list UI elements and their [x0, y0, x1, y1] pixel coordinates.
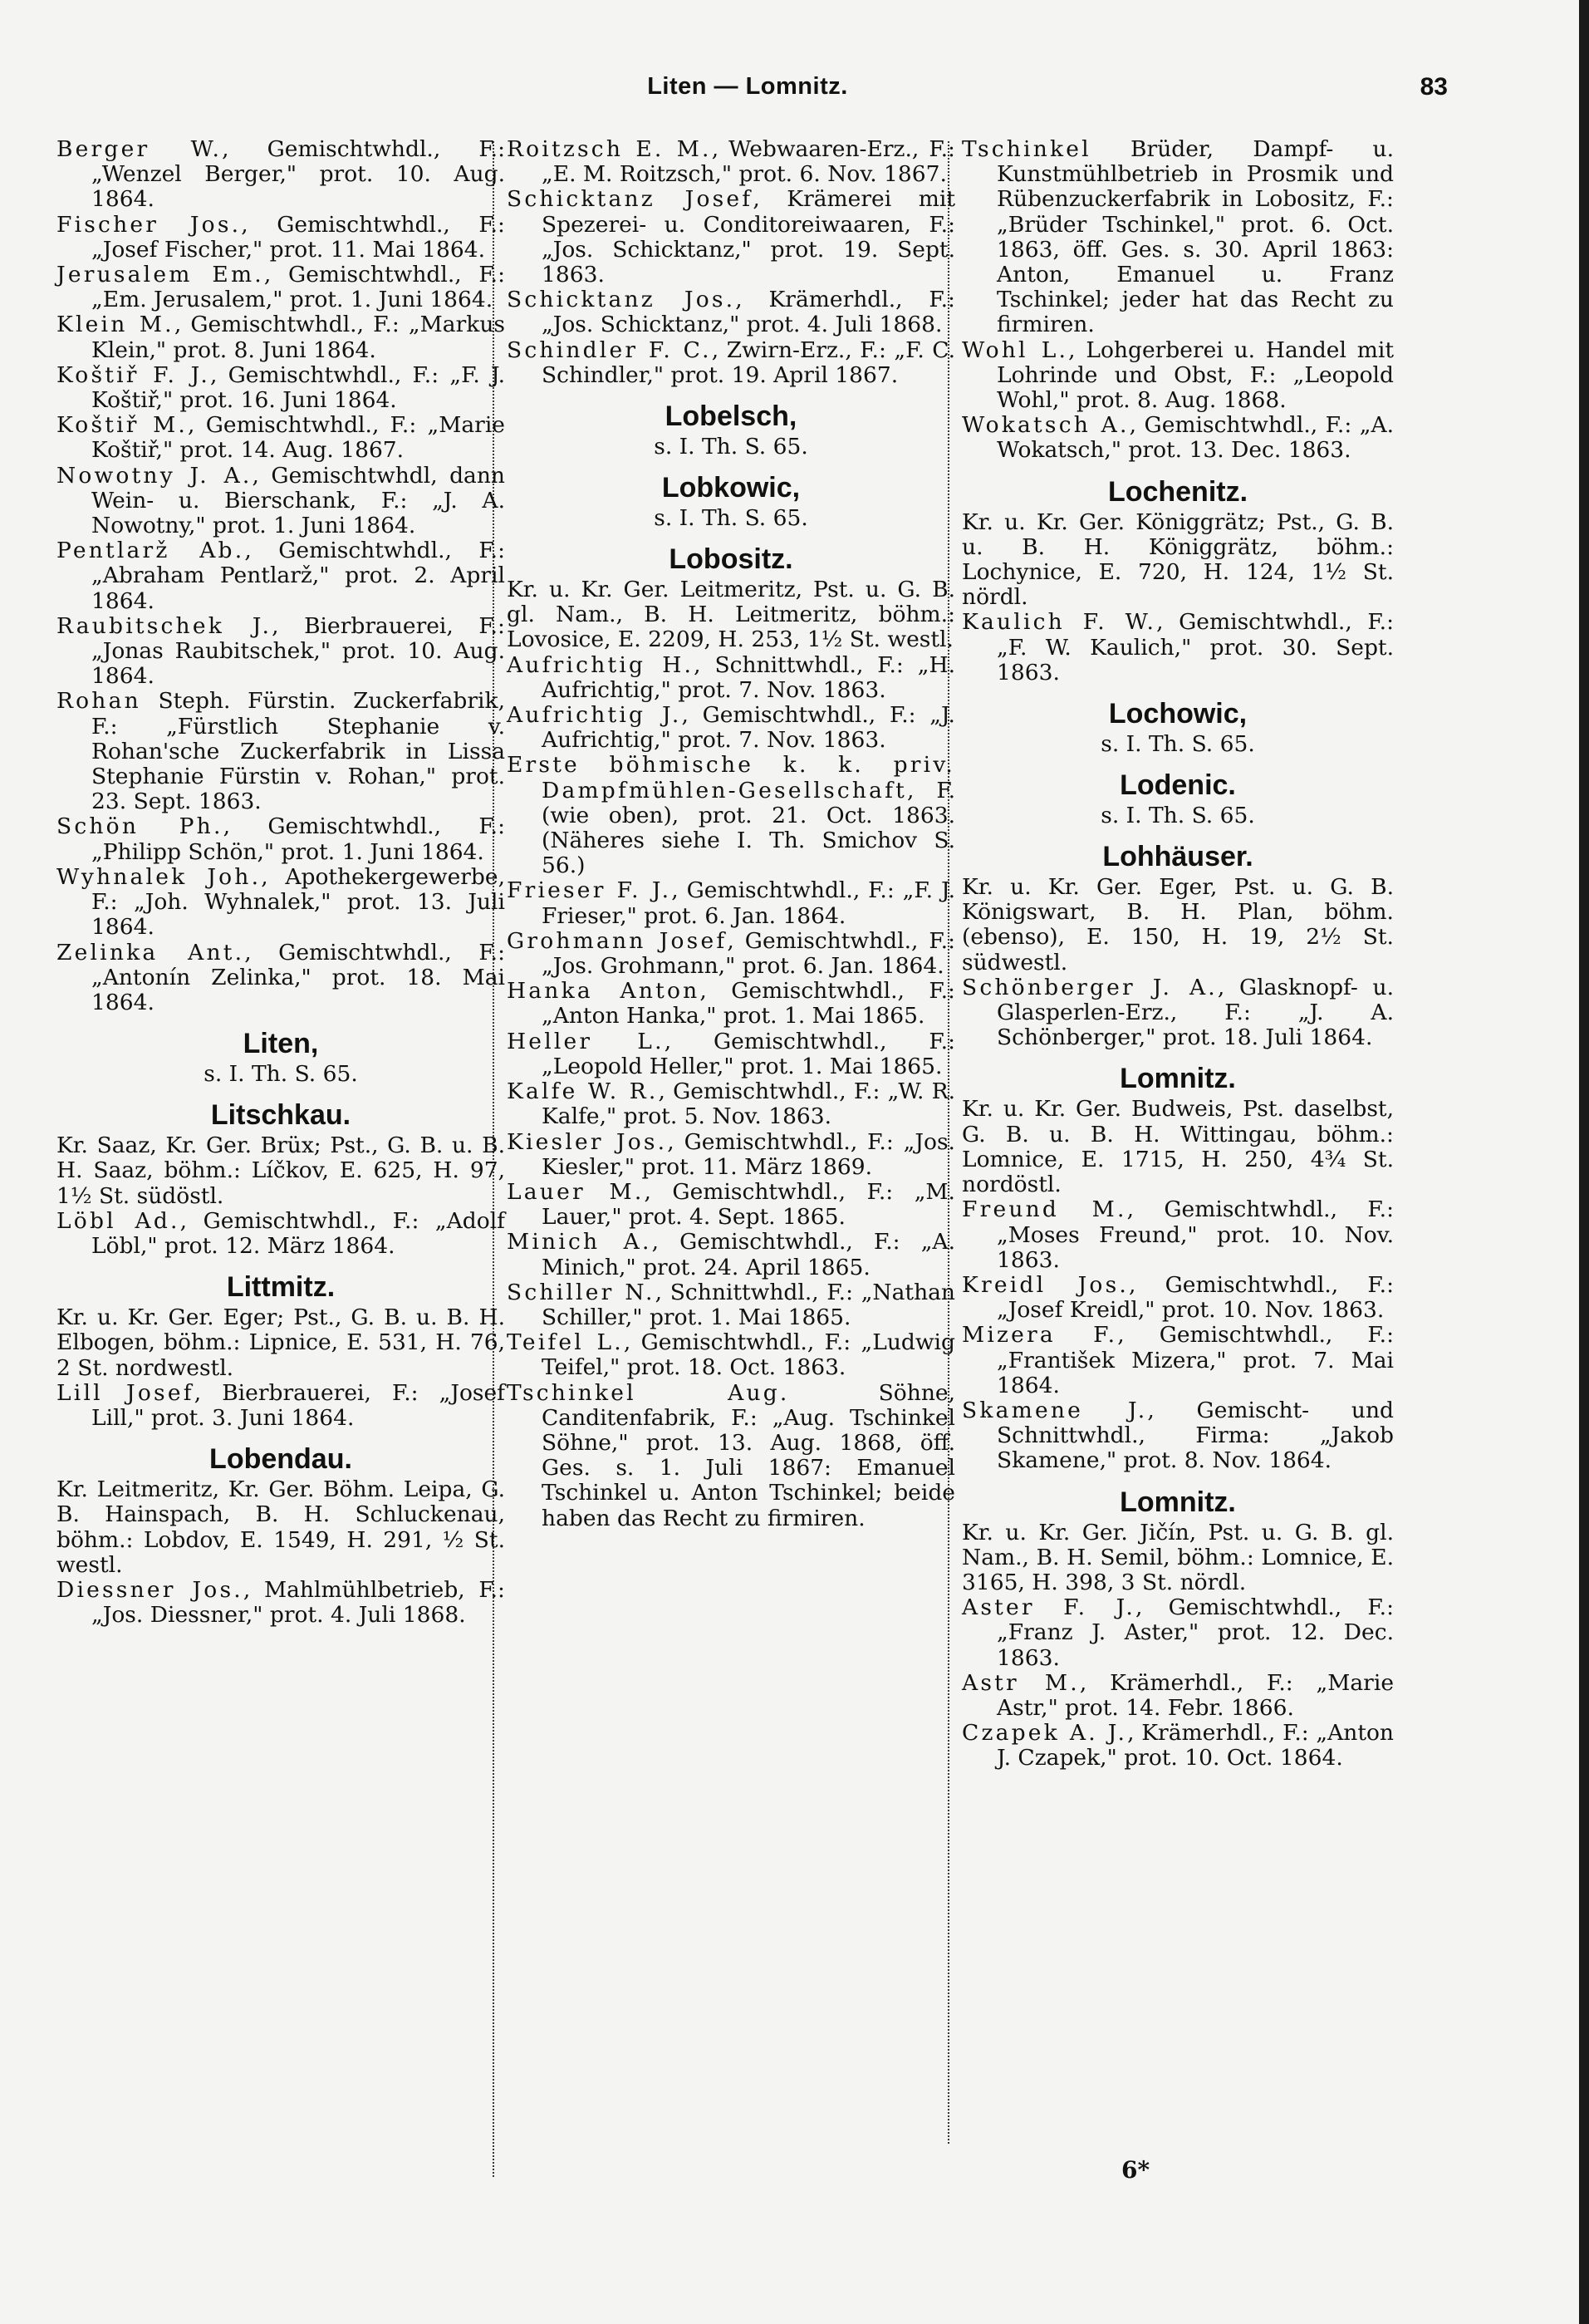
- entry-name: Lauer M.: [507, 1178, 645, 1205]
- cross-reference: s. I. Th. S. 65.: [654, 505, 808, 532]
- entry-details: , Gemischtwhdl., F.: „Adolf Löbl," prot. 12. März 1864.: [91, 1207, 505, 1259]
- directory-entry: [56, 538, 505, 614]
- entry-name: Pentlarž Ab.: [56, 538, 245, 564]
- entry-details: , Gemischtwhdl., F.: „Wenzel Berger," prot. 10. Aug. 1864.: [91, 136, 506, 213]
- entry-name: Koštiř M.: [56, 412, 189, 439]
- directory-entry: [962, 1398, 1394, 1474]
- directory-entry: [962, 975, 1394, 1051]
- directory-entry: [507, 1280, 955, 1330]
- entry-details: , Gemischtwhdl., F.: „Marie Koštiř," prot. 14. Aug. 1867.: [91, 412, 505, 464]
- entry-details: , Bierbrauerei, F.: „Jonas Raubitschek," prot. 10. Aug. 1864.: [91, 612, 505, 690]
- place-heading: Lochenitz.: [1107, 475, 1248, 508]
- entry-name: Schicktanz Josef: [507, 186, 753, 213]
- directory-entry: [507, 753, 955, 878]
- entry-name: Wohl L.: [962, 337, 1069, 363]
- entry-details: , Gemischtwhdl., F.: „Philipp Schön," prot. 1. Juni 1864.: [91, 813, 505, 865]
- entry-details: , Gemischtwhdl., F.: „Jos. Kiesler," prot. 11. März 1869.: [542, 1128, 955, 1180]
- directory-entry: [507, 878, 955, 928]
- entry-details: , F. (wie oben), prot. 21. Oct. 1863. (Näheres siehe I. Th. Smichov S. 56.): [542, 777, 955, 879]
- place-heading: Lobelsch,: [665, 400, 797, 433]
- entry-details: , Gemischtwhdl, dann Wein- u. Bierschank, F.: „J. A. Nowotny," prot. 1. Juni 1864.: [91, 462, 505, 539]
- cross-reference: s. I. Th. S. 65.: [1101, 731, 1255, 758]
- entry-name: Rohan: [56, 688, 141, 715]
- entry-details: , Gemischtwhdl., F.: „F. J. Frieser," prot. 6. Jan. 1864.: [542, 877, 955, 929]
- directory-entry: [962, 1273, 1394, 1323]
- entry-details: , Gemischtwhdl., F.: „J. Aufrichtig," prot. 7. Nov. 1863.: [542, 702, 955, 754]
- scan-edge: [1579, 0, 1589, 2324]
- page-header: [0, 73, 1589, 115]
- entry-name: Löbl Ad.: [56, 1207, 180, 1234]
- entry-name: Grohmann Josef: [507, 927, 728, 954]
- entry-details: , Krämerhdl., F.: „Marie Astr," prot. 14. Febr. 1866.: [997, 1669, 1395, 1721]
- directory-entry: [507, 338, 955, 388]
- directory-entry: [962, 610, 1394, 685]
- place-info: Kr. u. Kr. Ger. Budweis, Pst. daselbst, G. B. u. B. H. Wittingau, böhm.: Lomnice, E. 1715, H. 250, 4¾ St. nordöstl.: [962, 1096, 1394, 1198]
- directory-entry: [56, 614, 505, 690]
- entry-details: , Krämerei mit Spezerei- u. Conditoreiwaaren, F.: „Jos. Schicktanz," prot. 19. Sept. 1863.: [542, 186, 955, 288]
- cross-reference: s. I. Th. S. 65.: [654, 434, 808, 460]
- entry-details: , Gemischtwhdl., F.: „Josef Fischer," prot. 11. Mai 1864.: [91, 211, 505, 263]
- entry-name: Frieser F. J.: [507, 877, 672, 904]
- entry-details: Brüder, Dampf- u. Kunstmühlbetrieb in Prosmik und Rübenzuckerfabrik in Lobositz, F.: „Brüder Tschinkel," prot. 6. Oct. 1863, öff. Ges. s. 30. April 1863: Anton, Emanuel u. Franz Tschinkel; jeder hat das Recht zu firmiren.: [997, 136, 1394, 338]
- entry-name: Hanka Anton: [507, 978, 700, 1005]
- place-heading: Littmitz.: [226, 1271, 336, 1304]
- directory-entry: [56, 413, 505, 463]
- entry-details: , Gemischtwhdl., F.: „F. W. Kaulich," prot. 30. Sept. 1863.: [997, 609, 1394, 685]
- entry-name: Erste böhmische k. k. priv. Dampfmühlen-Gesellschaft: [507, 752, 955, 803]
- entry-details: , Gemischt- und Schnittwhdl., Firma: „Jakob Skamene," prot. 8. Nov. 1864.: [997, 1397, 1394, 1474]
- place-info: Kr. u. Kr. Ger. Königgrätz; Pst., G. B. u. B. H. Königgrätz, böhm.: Lochynice, E. 720, H. 124, 1½ St. nördl.: [962, 509, 1394, 611]
- entry-name: Aster F. J.: [962, 1594, 1135, 1621]
- directory-entry: [56, 865, 505, 941]
- entry-name: Raubitschek J.: [56, 612, 272, 639]
- entry-details: , Gemischtwhdl., F.: „Moses Freund," prot. 10. Nov. 1863.: [997, 1196, 1395, 1273]
- directory-entry: [962, 137, 1394, 338]
- directory-entry: [507, 1230, 955, 1280]
- place-info: Kr. u. Kr. Ger. Eger, Pst. u. G. B. Königswart, B. H. Plan, böhm. (ebenso), E. 150, H. 19, 2½ St. südwestl.: [962, 874, 1394, 975]
- entry-name: Wyhnalek Joh.: [56, 863, 262, 890]
- directory-entry: [56, 689, 505, 814]
- place-info: Kr. Saaz, Kr. Ger. Brüx; Pst., G. B. u. B. H. Saaz, böhm.: Líčkov, E. 625, H. 97, 1½ St. südöstl.: [56, 1133, 505, 1209]
- entry-name: Jerusalem Em.: [56, 262, 264, 288]
- place-info: Kr. u. Kr. Ger. Eger; Pst., G. B. u. B. H. Elbogen, böhm.: Lipnice, E. 531, H. 76, 2 St. nordwestl.: [56, 1304, 505, 1381]
- entry-name: Tschinkel: [962, 136, 1091, 162]
- entry-details: , Schnittwhdl., F.: „Nathan Schiller," prot. 1. Mai 1865.: [542, 1279, 955, 1330]
- entry-details: , Zwirn-Erz., F.: „F. C. Schindler," prot. 19. April 1867.: [542, 337, 955, 388]
- entry-name: Schindler F. C.: [507, 337, 712, 363]
- entry-name: Berger W.: [56, 136, 223, 162]
- column-2: [507, 137, 955, 1531]
- entry-name: Schönberger J. A.: [962, 974, 1218, 1000]
- entry-name: Fischer Jos.: [56, 211, 242, 238]
- entry-name: Nowotny J. A.: [56, 462, 253, 489]
- place-heading: Lobendau.: [209, 1443, 352, 1476]
- running-title: Liten — Lomnitz.: [647, 73, 848, 100]
- place-heading: Lodenic.: [1120, 769, 1236, 802]
- entry-details: , Gemischtwhdl., F.: „A. Minich," prot. 24. April 1865.: [542, 1229, 955, 1280]
- place-heading: Lochowic,: [1108, 698, 1248, 730]
- entry-details: Steph. Fürstin. Zuckerfabrik, F.: „Fürstlich Stephanie v. Rohan'sche Zuckerfabrik in Lissa Stephanie Fürstin v. Rohan," prot. 23. Sept. 1863.: [91, 688, 505, 815]
- directory-entry: [507, 703, 955, 753]
- entry-details: , Gemischtwhdl., F.: „Ludwig Teifel," prot. 18. Oct. 1863.: [542, 1329, 955, 1381]
- place-info: Kr. u. Kr. Ger. Leitmeritz, Pst. u. G. B. gl. Nam., B. H. Leitmeritz, böhm.: Lovosice, E. 2209, H. 253, 1½ St. westl.: [507, 577, 955, 653]
- entry-details: , Lohgerberei u. Handel mit Lohrinde und Obst, F.: „Leopold Wohl," prot. 8. Aug. 1868.: [997, 337, 1394, 414]
- entry-details: , Webwaaren-Erz., F.: „E. M. Roitzsch," prot. 6. Nov. 1867.: [542, 136, 955, 188]
- entry-name: Koštiř F. J.: [56, 361, 210, 388]
- entry-name: Aufrichtig H.: [507, 651, 694, 678]
- directory-entry: [507, 1330, 955, 1380]
- entry-name: Lill Josef: [56, 1379, 194, 1406]
- entry-details: , Krämerhdl., F.: „Jos. Schicktanz," prot. 4. Juli 1868.: [542, 287, 955, 338]
- entry-details: , Bierbrauerei, F.: „Josef Lill," prot. 3. Juni 1864.: [91, 1379, 505, 1431]
- entry-name: Freund M.: [962, 1196, 1127, 1223]
- entry-details: , Gemischtwhdl., F.: „W. R. Kalfe," prot. 5. Nov. 1863.: [542, 1078, 955, 1130]
- entry-details: , Schnittwhdl., F.: „H. Aufrichtig," prot. 7. Nov. 1863.: [542, 651, 955, 703]
- entry-name: Kiesler Jos.: [507, 1128, 668, 1155]
- entry-name: Schicktanz Jos.: [507, 287, 736, 313]
- directory-entry: [962, 338, 1394, 414]
- entry-details: , Apothekergewerbe, F.: „Joh. Wyhnalek," prot. 13. Juli 1864.: [91, 863, 505, 941]
- entry-details: , Glasknopf- u. Glasperlen-Erz., F.: „J. A. Schönberger," prot. 18. Juli 1864.: [997, 974, 1394, 1051]
- entry-name: Aufrichtig J.: [507, 702, 682, 729]
- entry-name: Schön Ph.: [56, 813, 223, 840]
- directory-entry: [507, 653, 955, 703]
- place-heading: Lohhäuser.: [1102, 841, 1253, 873]
- entry-details: , Gemischtwhdl., F.: „Leopold Heller," prot. 1. Mai 1865.: [542, 1028, 955, 1079]
- entry-details: Söhne, Canditenfabrik, F.: „Aug. Tschinkel Söhne," prot. 13. Aug. 1868, öff. Ges. s. 1. Juli 1867: Emanuel Tschinkel u. Anton Tschinkel; beide haben das Recht zu firmiren.: [542, 1379, 955, 1531]
- place-heading: Lobositz.: [669, 543, 793, 576]
- entry-name: Kalfe W. R.: [507, 1078, 659, 1105]
- entry-name: Roitzsch E. M.: [507, 136, 712, 162]
- entry-name: Wokatsch A.: [962, 412, 1130, 439]
- entry-details: , Mahlmühlbetrieb, F.: „Jos. Diessner," prot. 4. Juli 1868.: [91, 1576, 505, 1629]
- entry-name: Tschinkel Aug.: [507, 1379, 790, 1406]
- entry-details: , Gemischtwhdl., F.: „M. Lauer," prot. 4. Sept. 1865.: [542, 1178, 955, 1231]
- directory-entry: [507, 287, 955, 337]
- directory-entry: [507, 1381, 955, 1531]
- entry-details: , Gemischtwhdl., F.: „Abraham Pentlarž," prot. 2. April 1864.: [91, 538, 506, 614]
- directory-entry: [56, 312, 505, 362]
- entry-details: , Gemischtwhdl., F.: „Jos. Grohmann," prot. 6. Jan. 1864.: [542, 927, 956, 980]
- entry-details: , Gemischtwhdl., F.: „Em. Jerusalem," prot. 1. Juni 1864.: [91, 262, 505, 313]
- entry-details: , Gemischtwhdl., F.: „A. Wokatsch," prot. 13. Dec. 1863.: [997, 412, 1395, 464]
- entry-name: Kaulich F. W.: [962, 609, 1157, 636]
- entry-details: , Gemischtwhdl., F.: „Markus Klein," prot. 8. Juni 1864.: [91, 312, 505, 363]
- place-info: Kr. u. Kr. Ger. Jičín, Pst. u. G. B. gl. Nam., B. H. Semil, böhm.: Lomnice, E. 3165, H. 398, 3 St. nördl.: [962, 1519, 1394, 1595]
- directory-entry: [962, 413, 1394, 463]
- entry-details: , Gemischtwhdl., F.: „Josef Kreidl," prot. 10. Nov. 1863.: [997, 1271, 1394, 1324]
- entry-details: , Krämerhdl., F.: „Anton J. Czapek," prot. 10. Oct. 1864.: [997, 1720, 1394, 1771]
- cross-reference: s. I. Th. S. 65.: [204, 1061, 358, 1088]
- directory-entry: [507, 1180, 955, 1230]
- entry-details: , Gemischtwhdl., F.: „Anton Hanka," prot. 1. Mai 1865.: [542, 978, 955, 1029]
- place-heading: Lobkowic,: [661, 472, 801, 504]
- directory-entry: [507, 1079, 955, 1129]
- entry-details: , Gemischtwhdl., F.: „František Mizera," prot. 7. Mai 1864.: [997, 1322, 1394, 1398]
- directory-entry: [56, 464, 505, 539]
- place-heading: Lomnitz.: [1120, 1486, 1236, 1518]
- directory-entry: [962, 1595, 1394, 1671]
- entry-name: Czapek A. J.: [962, 1720, 1128, 1747]
- cross-reference: s. I. Th. S. 65.: [1101, 803, 1255, 829]
- entry-name: Minich A.: [507, 1229, 652, 1255]
- entry-name: Schiller N.: [507, 1279, 655, 1305]
- place-heading: Lomnitz.: [1120, 1063, 1236, 1095]
- directory-entry: [56, 137, 505, 213]
- directory-entry: [507, 929, 955, 979]
- directory-entry: [56, 814, 505, 864]
- entry-details: , Gemischtwhdl., F.: „F. J. Koštiř," prot. 16. Juni 1864.: [91, 361, 506, 414]
- directory-entry: [56, 263, 505, 312]
- place-heading: Liten,: [243, 1028, 319, 1060]
- directory-entry: [507, 187, 955, 287]
- place-info: Kr. Leitmeritz, Kr. Ger. Böhm. Leipa, G. B. Hainspach, B. H. Schluckenau, böhm.: Lobdov, E. 1549, H. 291, ½ St. westl.: [56, 1476, 505, 1578]
- directory-entry: [507, 1029, 955, 1079]
- directory-entry: [962, 1197, 1394, 1273]
- directory-entry: [962, 1721, 1394, 1771]
- directory-entry: [56, 1381, 505, 1431]
- entry-name: Heller L.: [507, 1028, 665, 1054]
- column-3: [962, 137, 1394, 1771]
- signature-mark: 6*: [1121, 2156, 1150, 2184]
- directory-entry: [507, 137, 955, 187]
- directory-entry: [962, 1323, 1394, 1398]
- entry-name: Klein M.: [56, 312, 174, 338]
- entry-name: Mizera F.: [962, 1322, 1118, 1349]
- entry-name: Zelinka Ant.: [56, 939, 245, 965]
- directory-entry: [56, 1578, 505, 1628]
- column-1: [56, 137, 505, 1628]
- directory-entry: [56, 213, 505, 263]
- entry-name: Astr M.: [962, 1669, 1080, 1696]
- entry-name: Diessner Jos.: [56, 1576, 243, 1603]
- directory-entry: [507, 979, 955, 1029]
- entry-name: Skamene J.: [962, 1397, 1148, 1423]
- directory-entry: [56, 363, 505, 413]
- entry-details: , Gemischtwhdl., F.: „Franz J. Aster," prot. 12. Dec. 1863.: [997, 1594, 1394, 1671]
- directory-entry: [56, 1209, 505, 1259]
- entry-name: Kreidl Jos.: [962, 1271, 1130, 1298]
- place-heading: Litschkau.: [210, 1099, 351, 1132]
- directory-entry: [962, 1671, 1394, 1721]
- entry-name: Teifel L.: [507, 1329, 624, 1356]
- directory-entry: [56, 941, 505, 1016]
- entry-details: , Gemischtwhdl., F.: „Antonín Zelinka," prot. 18. Mai 1864.: [91, 939, 505, 1015]
- directory-entry: [507, 1130, 955, 1180]
- page-number: 83: [1420, 73, 1448, 101]
